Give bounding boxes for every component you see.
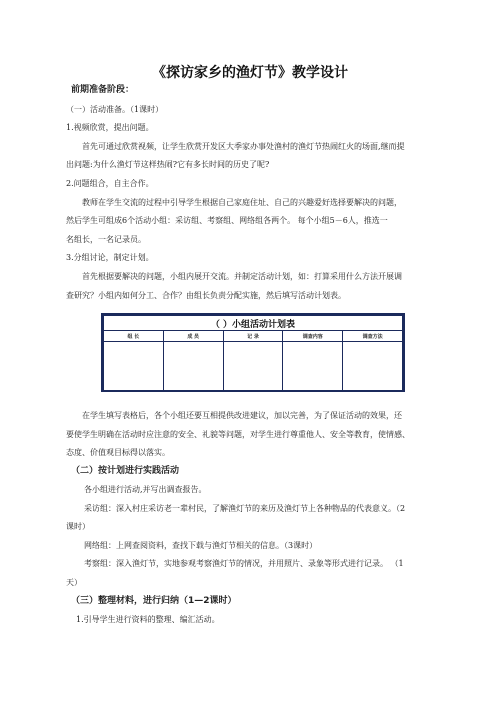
paragraph-line: 出问题:为什么渔灯节这样热闹?它有多长时间的历史了呢? [66, 160, 270, 169]
paragraph-line: 态度、价值观目标得以落实。 [66, 448, 170, 457]
subsection-heading: （三）整理材料，进行归纳（1—2课时） [71, 596, 237, 606]
table-header-members: 成 员 [163, 331, 223, 342]
step-heading: 2.问题组合，自主合作。 [66, 179, 154, 188]
paragraph-line: 各小组进行活动,并写出调查报告。 [84, 485, 207, 494]
paragraph-line: 教师在学生交流的过程中引导学生根据自己家庭住址、自己的兴趣爱好选择要解决的问题， [82, 198, 402, 207]
paragraph-line: 要使学生明确在活动时应注意的安全、礼貌等问题，对学生进行尊重他人、安全等教育，使情感、 [66, 430, 410, 439]
paragraph-line: 名组长，一名记录员。 [66, 235, 146, 244]
subsection-heading: （二）按计划进行实践活动 [71, 466, 180, 476]
paragraph-line: 课时） [66, 522, 90, 531]
paragraph-line: 考察组：深入渔灯节，实地参观考察渔灯节的情况，并用照片、录象等形式进行记录。 （1 [84, 559, 404, 568]
table-header-recorder: 记 录 [223, 331, 283, 342]
paragraph-line: 然后学生可组成6个活动小组：采访组、考察组、网络组各两个。 每个小组5－6人，推选一 [66, 216, 388, 225]
table-cell [223, 342, 283, 391]
activity-plan-table [101, 313, 405, 392]
document-title: 《探访家乡的渔灯节》教学设计 [152, 65, 348, 81]
subsection-heading: （一）活动准备。（1课时） [66, 105, 164, 114]
paragraph-line: 在学生填写表格后，各个小组还要互相提供改进建议，加以完善，为了保证活动的效果，还 [82, 411, 402, 420]
table-cell [163, 342, 223, 391]
table-header-leader: 组 长 [104, 331, 164, 342]
table-caption: （ ）小组活动计划表 [104, 316, 403, 331]
paragraph-line: 首先根据要解决的问题，小组内展开交流。并制定活动计划，如：打算采用什么方法开展调 [82, 272, 402, 281]
table-cell [343, 342, 403, 391]
step-heading: 1.视频欣赏，提出问题。 [66, 123, 154, 132]
step-heading: 1.引导学生进行资料的整理、编汇活动。 [76, 615, 220, 624]
paragraph-line: 采访组：深入村庄采访老一辈村民，了解渔灯节的来历及渔灯节上各种物品的代表意义。（2 [84, 504, 406, 513]
table-cell [104, 342, 164, 391]
paragraph-line: 网络组：上网查阅资料，查找下载与渔灯节相关的信息。（3课时） [84, 541, 318, 550]
table-header-content: 调查内容 [283, 331, 343, 342]
step-heading: 3.分组讨论，制定计划。 [66, 253, 154, 262]
paragraph-line: 首先可通过欣赏视频，让学生欣赏开发区大季家办事处渔村的渔灯节热闹红火的场面,继而提 [82, 142, 405, 151]
section-heading-preparation: 前期准备阶段： [71, 85, 135, 95]
table-header-method: 调查方法 [343, 331, 403, 342]
paragraph-line: 天） [66, 578, 82, 587]
paragraph-line: 查研究？小组内如何分工、合作？由组长负责分配实施，然后填写活动计划表。 [66, 291, 346, 300]
table-cell [283, 342, 343, 391]
